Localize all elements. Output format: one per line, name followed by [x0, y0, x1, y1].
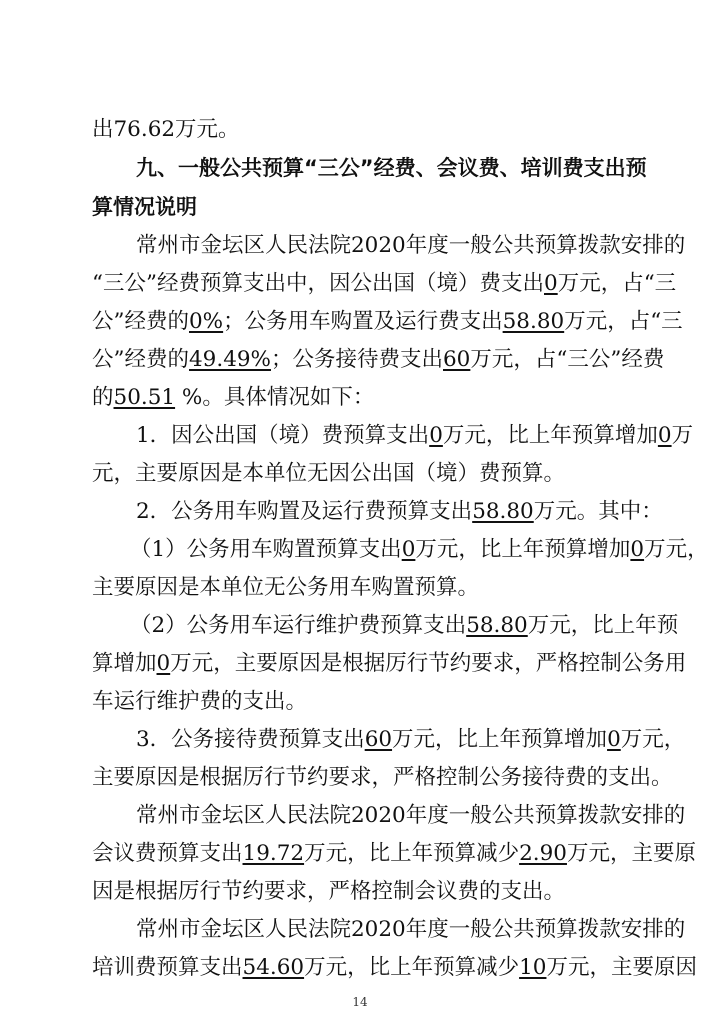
paragraph-line: “三公”经费预算支出中，因公出国（境）费支出0万元，占“三: [92, 271, 677, 296]
paragraph-line: 常州市金坛区人民法院2020年度一般公共预算拨款安排的: [136, 803, 686, 828]
sub-item-2-cont: 算增加0万元，主要原因是根据厉行节约要求，严格控制公务用: [92, 651, 687, 676]
paragraph-line: 因是根据厉行节约要求，严格控制会议费的支出。: [92, 879, 566, 904]
page-number: 14: [352, 995, 368, 1009]
paragraph-line: 会议费预算支出19.72万元，比上年预算减少2.90万元，主要原: [92, 841, 696, 866]
section-heading-cont: 算情况说明: [92, 195, 197, 219]
text-line: 出76.62万元。: [92, 117, 240, 142]
paragraph-line: 培训费预算支出54.60万元，比上年预算减少10万元，主要原因: [92, 955, 697, 980]
sub-item-2: （2）公务用车运行维护费预算支出58.80万元，比上年预: [130, 613, 679, 638]
paragraph-line: 常州市金坛区人民法院2020年度一般公共预算拨款安排的: [136, 917, 686, 942]
list-item-1: 1．因公出国（境）费预算支出0万元，比上年预算增加0万: [136, 423, 694, 448]
list-item-3-cont: 主要原因是根据厉行节约要求，严格控制公务接待费的支出。: [92, 765, 673, 790]
list-item-2: 2．公务用车购置及运行费预算支出58.80万元。其中：: [136, 499, 663, 524]
section-heading: 九、一般公共预算“三公”经费、会议费、培训费支出预: [136, 156, 647, 180]
list-item-3: 3．公务接待费预算支出60万元，比上年预算增加0万元，: [136, 727, 686, 752]
list-item-1-cont: 元，主要原因是本单位无因公出国（境）费预算。: [92, 461, 566, 486]
paragraph-line: 公”经费的49.49%；公务接待费支出60万元，占“三公”经费: [92, 347, 665, 372]
sub-item-1: （1）公务用车购置预算支出0万元，比上年预算增加0万元，: [130, 537, 709, 562]
paragraph-line: 常州市金坛区人民法院2020年度一般公共预算拨款安排的: [136, 233, 686, 258]
paragraph-line: 公”经费的0%；公务用车购置及运行费支出58.80万元，占“三: [92, 309, 683, 334]
sub-item-2-cont: 车运行维护费的支出。: [92, 689, 308, 714]
paragraph-line: 的50.51 %。具体情况如下：: [92, 385, 375, 410]
sub-item-1-cont: 主要原因是本单位无公务用车购置预算。: [92, 575, 480, 600]
